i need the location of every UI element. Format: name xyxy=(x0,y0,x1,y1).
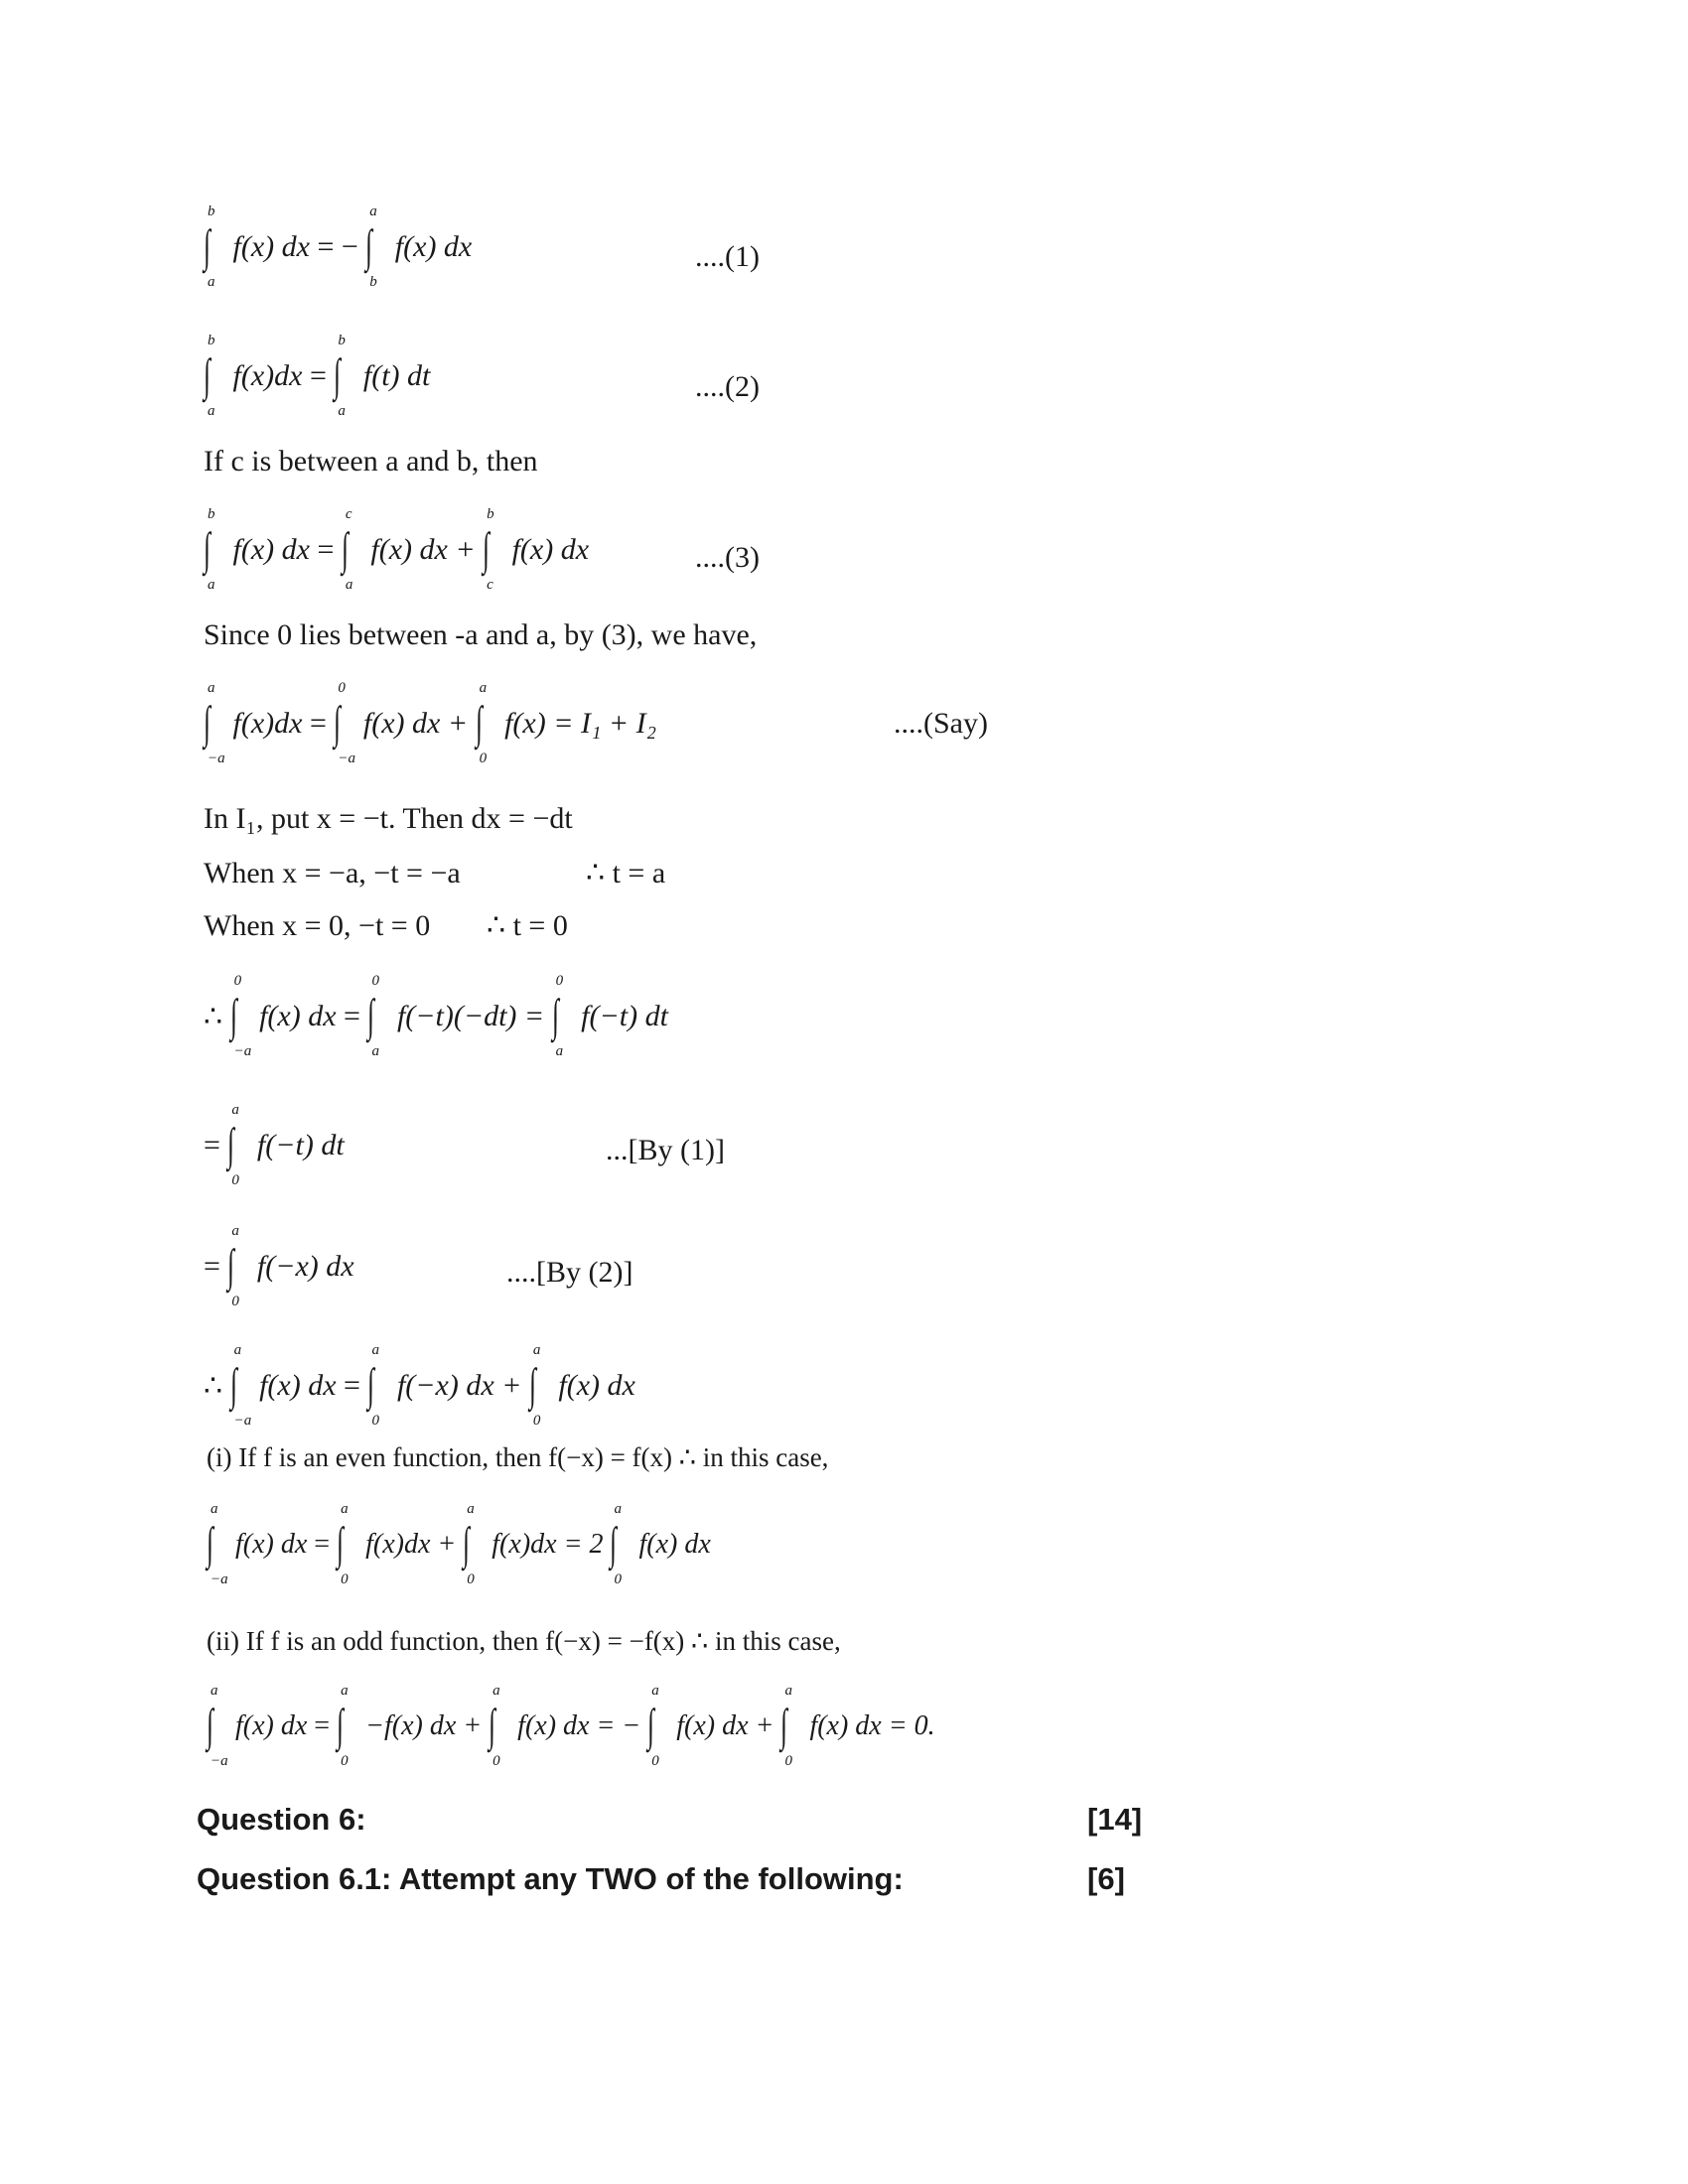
equation-odd: a ∫ −a f(x) dx = a ∫ 0 −f(x) dx + a ∫ 0 f(x) dx = − a ∫ 0 f(x) dx + a ∫ 0 f(x) dx = 0. xyxy=(207,1683,935,1769)
equation-by-1: = a ∫ 0 f(−t) dt xyxy=(204,1102,345,1188)
text-even-case: (i) If f is an even function, then f(−x) = f(x) ∴ in this case, xyxy=(207,1442,829,1472)
text-when-1: When x = −a, −t = −a xyxy=(204,857,461,889)
text-when-2: When x = 0, −t = 0 xyxy=(204,909,431,942)
equation-substitution: ∴ 0 ∫ −a f(x) dx = 0 ∫ a f(−t)(−dt) = 0 ∫ a f(−t) dt xyxy=(204,973,668,1059)
question-6-1-title: Question 6.1: Attempt any TWO of the following: xyxy=(197,1861,904,1896)
integral-body: f(x) dx xyxy=(232,230,310,263)
text-when-1-result: ∴ t = a xyxy=(586,857,666,889)
integral-sign: b ∫ a xyxy=(204,333,215,419)
text-put: In I₁, put x = −t. Then dx = −dt xyxy=(204,802,573,835)
equation-tag-by-2: ....[By (2)] xyxy=(506,1256,633,1289)
integral-sign: b ∫ a xyxy=(204,204,215,290)
equation-tag-3: ....(3) xyxy=(695,541,760,574)
equation-even: a ∫ −a f(x) dx = a ∫ 0 f(x)dx + a ∫ 0 f(x)dx = 2 a ∫ 0 f(x) dx xyxy=(207,1501,711,1587)
equation-by-2: = a ∫ 0 f(−x) dx xyxy=(204,1223,354,1309)
equation-tag-2: ....(2) xyxy=(695,370,760,403)
equation-1: b ∫ a f(x) dx = − a ∫ b f(x) dx xyxy=(204,204,473,290)
equation-2: b ∫ a f(x)dx = b ∫ a f(t) dt xyxy=(204,333,431,419)
integral-sign: b ∫ a xyxy=(334,333,346,419)
equation-tag-say: ....(Say) xyxy=(894,707,988,740)
text-c-between: If c is between a and b, then xyxy=(204,445,538,478)
equation-tag-1: ....(1) xyxy=(695,240,760,273)
question-6-title: Question 6: xyxy=(197,1802,366,1837)
question-6-1-marks: [6] xyxy=(1087,1861,1125,1896)
integral-body: f(x) dx xyxy=(394,230,473,263)
text-since: Since 0 lies between -a and a, by (3), we have, xyxy=(204,618,758,651)
equation-say: a ∫ −a f(x)dx = 0 ∫ −a f(x) dx + a ∫ 0 f(x) = I₁ + I₂ xyxy=(204,680,657,766)
question-6-marks: [14] xyxy=(1087,1802,1143,1837)
integral-sign: a ∫ b xyxy=(365,204,377,290)
text-when-2-result: ∴ t = 0 xyxy=(487,909,568,942)
text-odd-case: (ii) If f is an odd function, then f(−x) = −f(x) ∴ in this case, xyxy=(207,1626,841,1656)
equation-tag-by-1: ...[By (1)] xyxy=(606,1134,725,1166)
equation-sum: ∴ a ∫ −a f(x) dx = a ∫ 0 f(−x) dx + a ∫ 0 f(x) dx xyxy=(204,1342,635,1429)
equation-3: b ∫ a f(x) dx = c ∫ a f(x) dx + b ∫ c f(x) dx xyxy=(204,506,590,593)
